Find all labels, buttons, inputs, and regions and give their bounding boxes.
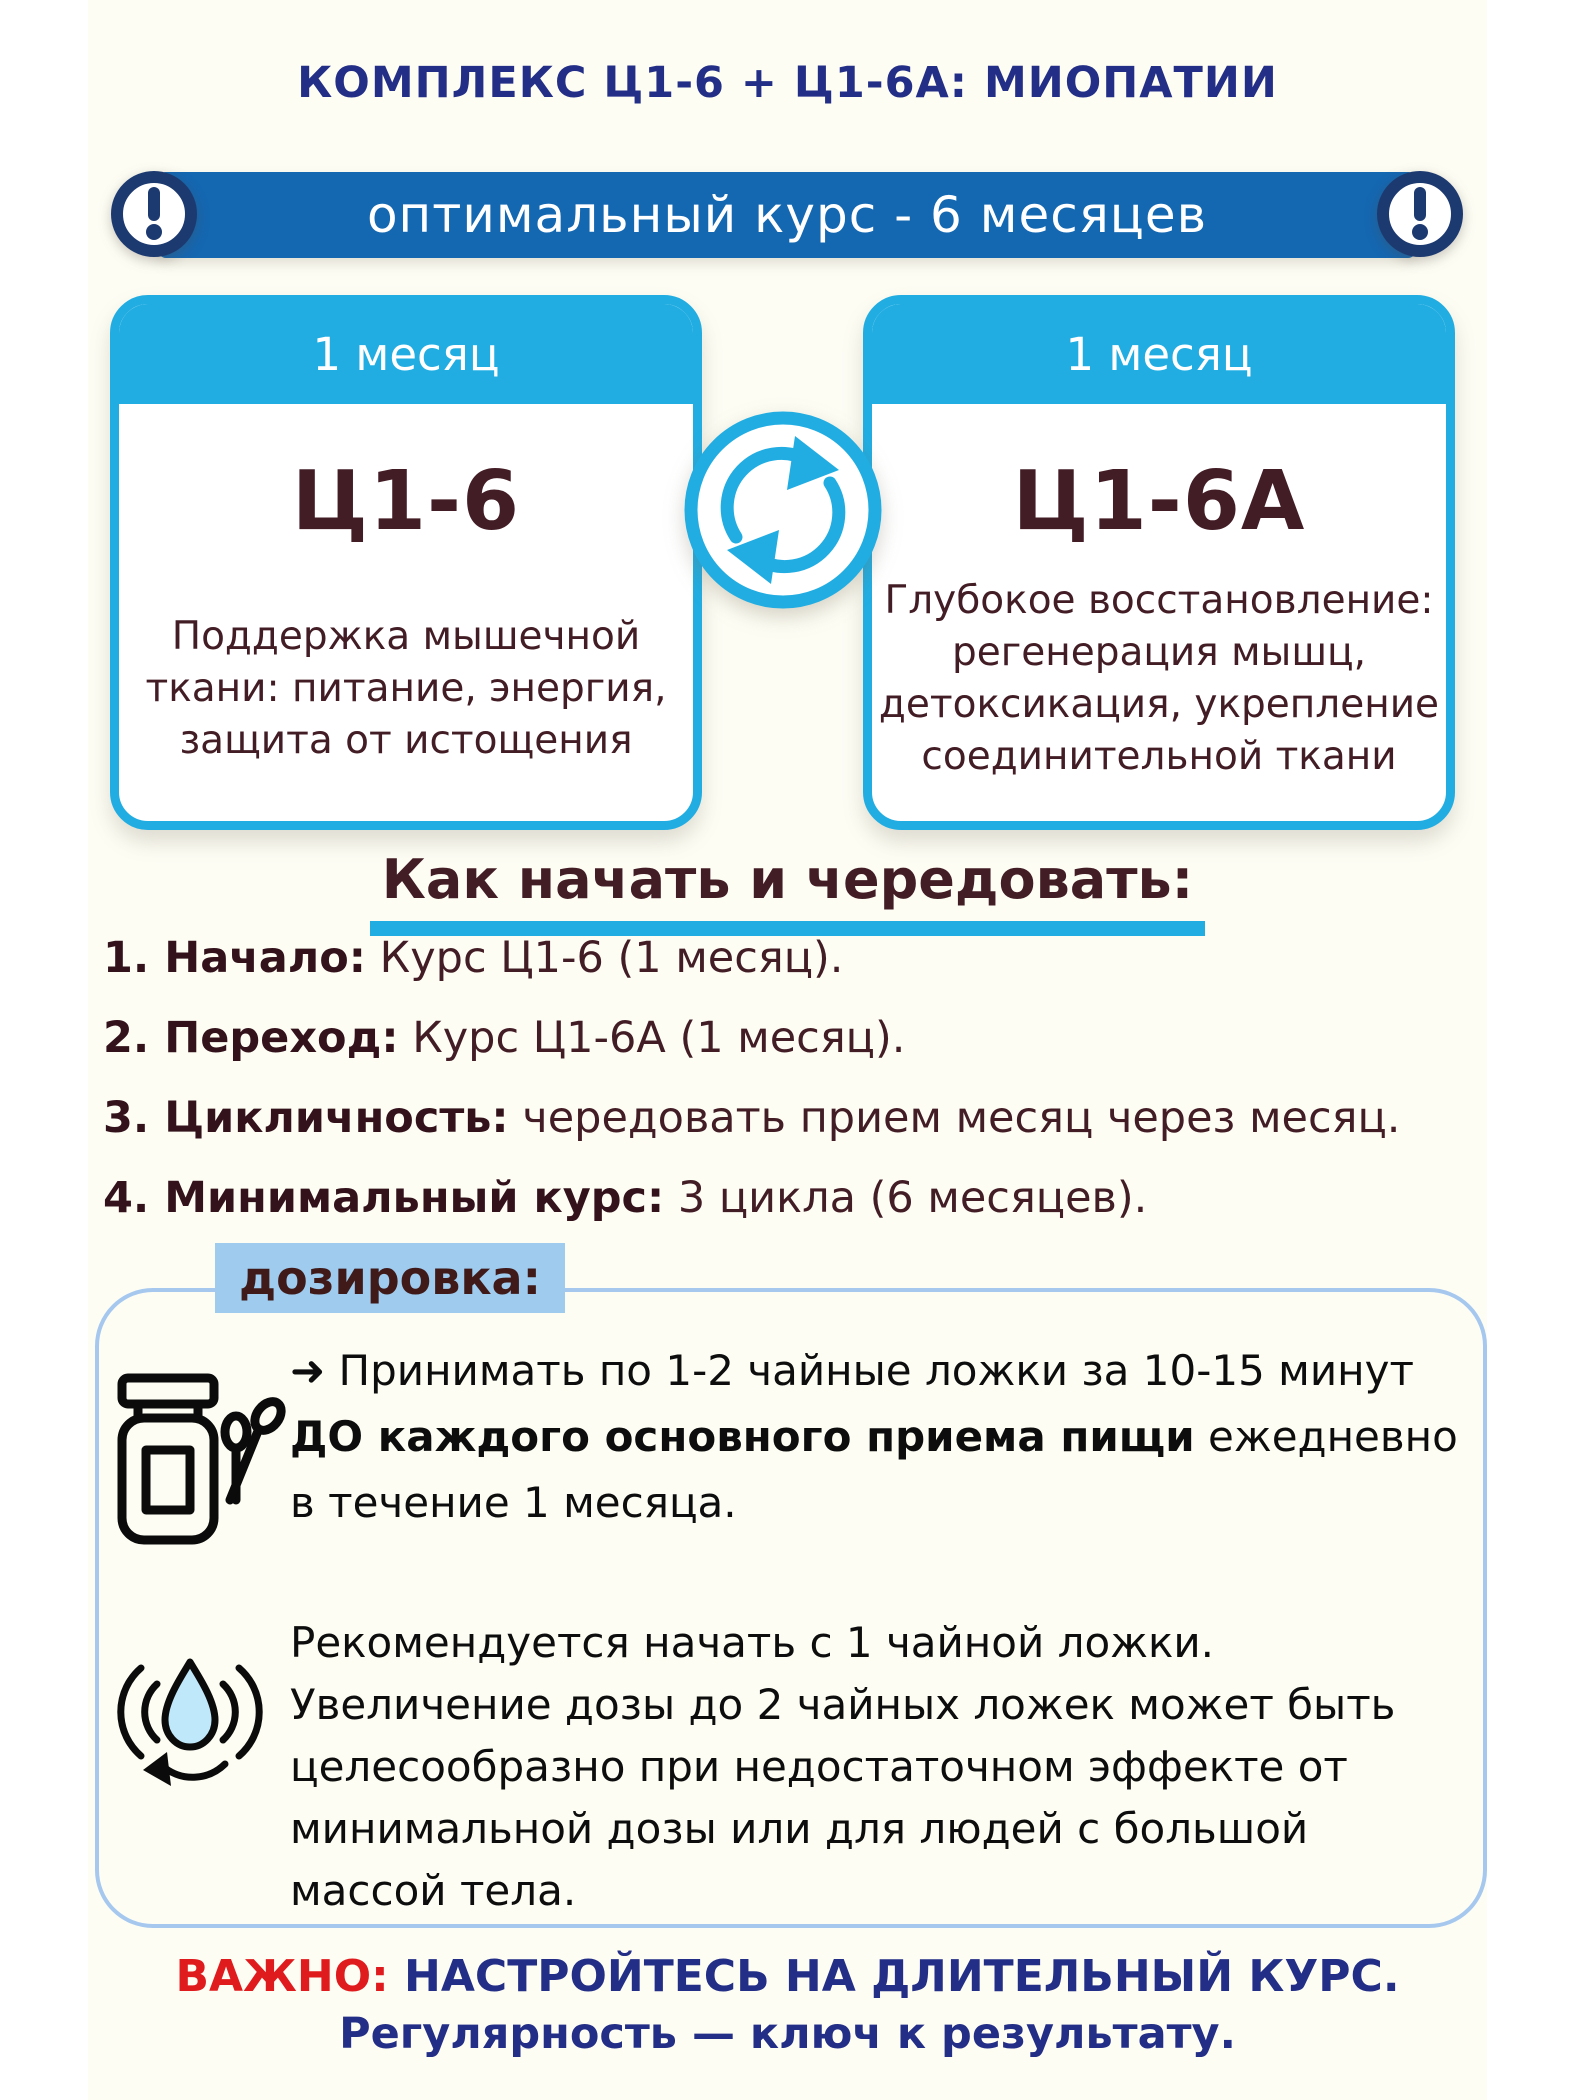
dosage-text-before: Принимать по 1-2 чайные ложки за 10-15 минут — [325, 1346, 1414, 1395]
list-item-label: 2. Переход: — [103, 1013, 399, 1063]
card-duration-badge: 1 месяц — [872, 304, 1446, 404]
section-heading: Как начать и чередовать: — [370, 848, 1206, 936]
list-item-text: чередовать прием месяц через месяц. — [508, 1093, 1401, 1143]
dosage-recommendation: Рекомендуется начать с 1 чайной ложки. Увеличение дозы до 2 чайных ложек может быть целесообразно при недостаточном эффекте от минимальной дозы или для людей с большой массой тела. — [290, 1618, 1396, 1915]
list-item — [103, 932, 1495, 984]
dosage-text-bold: ДО каждого основного приема пищи — [290, 1412, 1195, 1461]
dosage-label: дозировка: — [215, 1243, 565, 1313]
list-item — [103, 1092, 1495, 1144]
list-item-label: 3. Цикличность: — [103, 1093, 509, 1143]
important-label: ВАЖНО: — [175, 1951, 389, 2002]
card-duration-badge: 1 месяц — [119, 304, 693, 404]
list-item-label: 1. Начало: — [103, 933, 366, 983]
card-description: Поддержка мышечной ткани: питание, энергия, защита от истощения — [145, 614, 667, 763]
card-c1-6a — [863, 295, 1455, 830]
section-heading-wrap — [88, 848, 1487, 936]
footer-line1-text: НАСТРОЙТЕСЬ НА ДЛИТЕЛЬНЫЙ КУРС. — [388, 1951, 1400, 2002]
card-product-name: Ц1-6А — [1012, 454, 1306, 549]
arrow-icon: ➜ — [290, 1346, 326, 1395]
page-title: КОМПЛЕКС Ц1-6 + Ц1-6А: МИОПАТИИ — [297, 58, 1278, 108]
card-description: Глубокое восстановление: регенерация мышц, детоксикация, укрепление соединительной ткани — [878, 578, 1440, 779]
course-banner — [158, 172, 1416, 258]
bottle-spoons-icon — [108, 1368, 286, 1603]
list-item-text: Курс Ц1-6А (1 месяц). — [398, 1013, 906, 1063]
list-item-label: 4. Минимальный курс: — [103, 1173, 665, 1223]
dosage-text-after: ежедневно в течение 1 месяца. — [290, 1412, 1458, 1527]
list-item-text: 3 цикла (6 месяцев). — [664, 1173, 1148, 1223]
exclamation-icon — [108, 168, 200, 260]
howto-list — [103, 932, 1495, 1252]
list-item — [103, 1012, 1495, 1064]
list-item-text: Курс Ц1-6 (1 месяц). — [366, 933, 844, 983]
footer-line2-text: Регулярность — ключ к результату. — [339, 2009, 1236, 2059]
footer-note — [88, 1948, 1487, 2062]
dosage-instructions — [290, 1338, 1460, 1536]
cycle-arrows-icon — [683, 410, 883, 610]
card-product-name: Ц1-6 — [291, 454, 521, 549]
water-drop-cycle-icon — [105, 1638, 275, 1833]
card-c1-6 — [110, 295, 702, 830]
list-item — [103, 1172, 1495, 1224]
course-banner-text: оптимальный курс - 6 месяцев — [366, 186, 1208, 244]
exclamation-icon — [1374, 168, 1466, 260]
footer-line1 — [88, 1948, 1487, 2006]
